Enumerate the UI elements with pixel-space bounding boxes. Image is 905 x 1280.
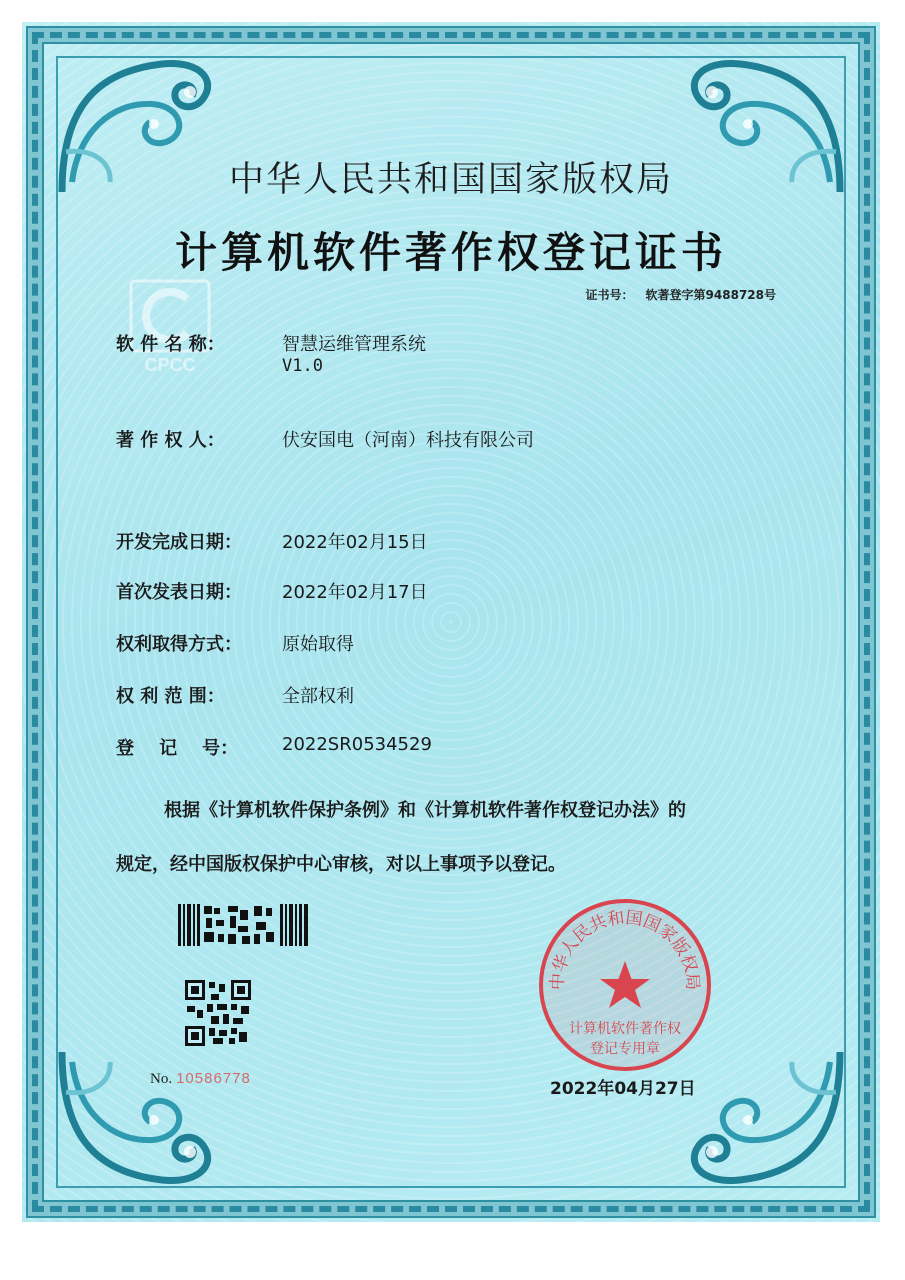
field-value: 2022年02月15日 (282, 532, 428, 553)
field-rights-scope (116, 682, 354, 708)
statement-line-1: 根据《计算机软件保护条例》和《计算机软件著作权登记办法》的 (164, 800, 686, 821)
field-label: 权利取得方式： (116, 634, 242, 655)
seal-outer-text: 中华人民共和国国家版权局 (547, 907, 703, 991)
field-value: 原始取得 (282, 634, 354, 655)
issuing-agency: 中华人民共和国国家版权局 (228, 160, 673, 200)
serial-value: 10586778 (176, 1070, 251, 1087)
svg-text:CPCC: CPCC (144, 355, 196, 375)
field-value: 全部权利 (282, 686, 354, 707)
field-software-name (116, 330, 426, 356)
field-copyright-owner (116, 426, 534, 452)
field-acquisition-method (116, 630, 354, 656)
field-value: 智慧运维管理系统 (282, 334, 426, 355)
field-label: 著 作 权 人： (116, 430, 225, 451)
barcode-icon (178, 904, 308, 946)
field-label: 软 件 名 称： (116, 334, 225, 355)
field-first-publication-date (116, 578, 428, 604)
field-label: 登 记 号： (116, 738, 239, 759)
cert-no-label: 证书号： (585, 288, 634, 302)
qr-code-icon (185, 980, 251, 1046)
field-label: 首次发表日期： (116, 582, 242, 603)
software-version: V1.0 (282, 356, 323, 376)
serial-prefix: No. (150, 1071, 173, 1087)
certificate-title: 计算机软件著作权登记证书 (174, 228, 727, 277)
field-value: 伏安国电（河南）科技有限公司 (282, 430, 534, 451)
field-value: 2022SR0534529 (282, 734, 432, 755)
field-value: 2022年02月17日 (282, 582, 428, 603)
seal-inner-line-1: 计算机软件著作权 (569, 1021, 681, 1037)
certificate-number (586, 286, 776, 303)
certificate (22, 22, 880, 1222)
official-seal (537, 897, 713, 1073)
corner-ornament-icon (52, 1042, 222, 1192)
cert-no-value: 软著登字第9488728号 (645, 288, 776, 302)
field-dev-completion-date (116, 528, 428, 554)
cpcc-logo-watermark-icon (125, 277, 215, 377)
field-label: 权 利 范 围： (116, 686, 225, 707)
field-registration-no (116, 734, 432, 760)
issue-date: 2022年04月27日 (550, 1079, 696, 1099)
seal-inner-line-2: 登记专用章 (590, 1041, 660, 1057)
serial-number (150, 1070, 251, 1088)
field-label: 开发完成日期： (116, 532, 242, 553)
statement-line-2: 规定，经中国版权保护中心审核，对以上事项予以登记。 (116, 854, 566, 875)
